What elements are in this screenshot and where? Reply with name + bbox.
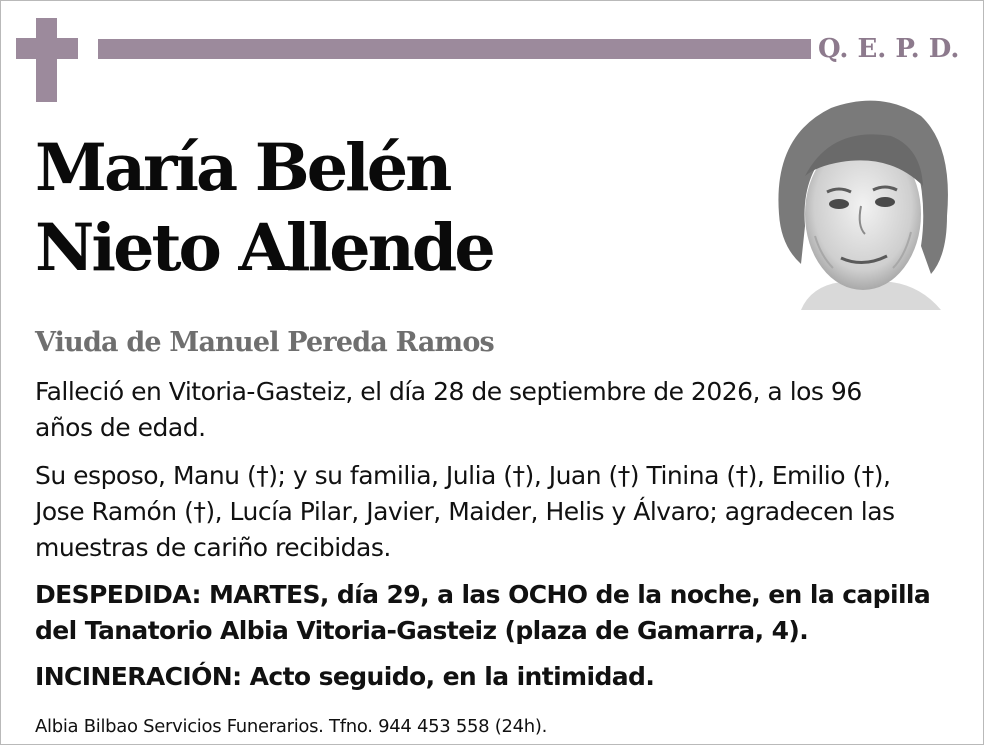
- family-line-2: Jose Ramón (†), Lucía Pilar, Javier, Maider, Helis y Álvaro; agradecen las: [35, 497, 895, 526]
- header-rule: [98, 39, 811, 59]
- deceased-name: [35, 128, 493, 288]
- funeral-home-contact: Albia Bilbao Servicios Funerarios. Tfno. 944 453 558 (24h).: [35, 716, 548, 737]
- widow-of: Viuda de Manuel Pereda Ramos: [35, 327, 494, 358]
- name-line-2: Nieto Allende: [35, 210, 493, 286]
- death-line-2: años de edad.: [35, 413, 206, 442]
- farewell-line-1: DESPEDIDA: MARTES, día 29, a las OCHO de la noche, en la capilla: [35, 580, 931, 609]
- cross-icon-bar: [16, 38, 78, 59]
- name-line-1: María Belén: [35, 130, 450, 206]
- death-notice: [35, 374, 862, 446]
- farewell-line-2: del Tanatorio Albia Vitoria-Gasteiz (plaza de Gamarra, 4).: [35, 616, 809, 645]
- farewell-notice: [35, 577, 930, 649]
- family-line-1: Su esposo, Manu (†); y su familia, Julia (†), Juan (†) Tinina (†), Emilio (†),: [35, 461, 891, 490]
- qepd-label: Q. E. P. D.: [818, 34, 960, 64]
- portrait-photo: [771, 96, 951, 310]
- death-line-1: Falleció en Vitoria-Gasteiz, el día 28 de septiembre de 2026, a los 96: [35, 377, 862, 406]
- family-line-3: muestras de cariño recibidas.: [35, 533, 391, 562]
- cremation-notice: [35, 659, 654, 695]
- cross-icon: [36, 18, 57, 102]
- family-notice: [35, 458, 895, 566]
- cremation-line: INCINERACIÓN: Acto seguido, en la intimidad.: [35, 662, 655, 691]
